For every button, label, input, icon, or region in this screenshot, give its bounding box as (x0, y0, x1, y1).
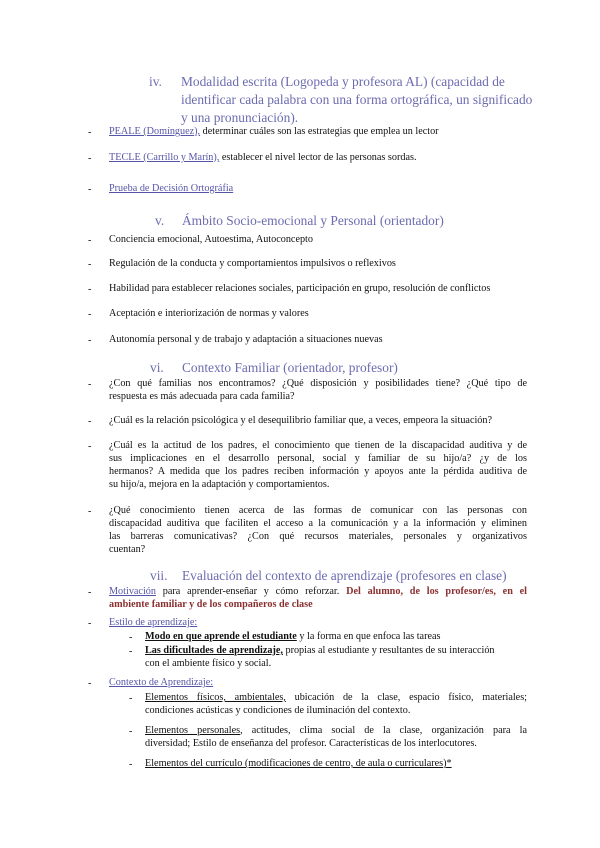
section-title: Ámbito Socio-emocional y Personal (orientador) (182, 213, 444, 228)
section-iv-heading (149, 73, 549, 125)
section-number: vii. (150, 568, 168, 583)
section-vii-heading (150, 567, 550, 585)
sub-list-item: Elementos físicos, ambientales, ubicación de la clase, espacio físico, materiales; condiciones acústicas y condiciones de iluminación del contexto. (145, 692, 527, 716)
sub-bullet: - (129, 726, 133, 737)
list-item: PEALE (Domínguez), determinar cuáles son las estrategias que emplea un lector (109, 126, 439, 137)
list-bullet: - (88, 184, 92, 195)
sub-list-item: Elementos personales, actitudes, clima social de la clase, organización para la diversidad; Estilo de enseñanza del profesor. Características de los interlocutores. (145, 725, 527, 749)
list-item: Conciencia emocional, Autoestima, Autoconcepto (109, 234, 313, 245)
list-bullet: - (88, 618, 92, 629)
list-bullet: - (88, 416, 92, 427)
test-link[interactable]: PEALE (Domínguez), (109, 126, 201, 137)
contexto-link[interactable]: Contexto de Aprendizaje: (109, 677, 214, 688)
list-item-motivacion: Motivación para aprender-enseñar y cómo reforzar. Del alumno, de los profesor/es, en el ambiente familiar y de los compañeros de clase (109, 586, 527, 610)
list-bullet: - (88, 284, 92, 295)
sub-bullet: - (129, 632, 133, 643)
list-bullet: - (88, 127, 92, 138)
section-v-heading (155, 212, 535, 230)
section-number: iv. (149, 74, 162, 89)
estilo-link[interactable]: Estilo de aprendizaje: (109, 617, 198, 628)
list-item: Habilidad para establecer relaciones sociales, participación en grupo, resolución de conflictos (109, 283, 491, 294)
list-item: TECLE (Carrillo y Marín), establecer el nivel lector de las personas sordas. (109, 152, 417, 163)
list-item (109, 182, 527, 195)
list-bullet: - (88, 335, 92, 346)
section-number: vi. (150, 360, 164, 375)
sub-bullet: - (129, 693, 133, 704)
list-item: Aceptación e interiorización de normas y valores (109, 308, 309, 319)
sub-list-item: Las dificultades de aprendizaje, propias al estudiante y resultantes de su interacción con el ambiente físico y social. (145, 645, 495, 669)
test-link[interactable]: TECLE (Carrillo y Marín), (109, 152, 220, 163)
section-vi-heading (150, 359, 530, 377)
list-item: Autonomía personal y de trabajo y adaptación a situaciones nuevas (109, 334, 383, 345)
sub-bullet: - (129, 646, 133, 657)
section-title: Evaluación del contexto de aprendizaje (profesores en clase) (182, 568, 507, 583)
list-bullet: - (88, 587, 92, 598)
list-bullet: - (88, 153, 92, 164)
list-bullet: - (88, 506, 92, 517)
sub-bullet: - (129, 759, 133, 770)
list-bullet: - (88, 259, 92, 270)
list-item-estilo (109, 616, 527, 629)
list-item: ¿Cuál es la relación psicológica y el desequilibrio familiar que, a veces, empeora la situación? (109, 415, 493, 426)
motivacion-link[interactable]: Motivación (109, 586, 156, 597)
section-title: Contexto Familiar (orientador, profesor) (182, 360, 398, 375)
sub-list-item: Elementos del currículo (modificaciones de centro, de aula o curriculares)* (145, 758, 452, 769)
section-number: v. (155, 213, 165, 228)
list-item: Regulación de la conducta y comportamientos impulsivos o reflexivos (109, 258, 396, 269)
section-title-line: Modalidad escrita (Logopeda y profesora AL) (capacidad de (181, 74, 505, 89)
sub-list-item: Modo en que aprende el estudiante y la forma en que enfoca las tareas (145, 631, 441, 642)
list-bullet: - (88, 309, 92, 320)
list-item: ¿Cuál es la actitud de los padres, el conocimiento que tienen de la discapacidad auditiva y de sus implicaciones en el desarrollo personal, social y familiar de su hijo/a? ¿y de los hermanos? A medida que los padres reciben información y apoyos ante la pérdida auditiva de su hijo/a, mejora en la adaptación y comportamientos. (109, 440, 527, 490)
list-bullet: - (88, 441, 92, 452)
list-bullet: - (88, 678, 92, 689)
section-title-line: identificar cada palabra con una forma ortográfica, un significado (181, 92, 533, 107)
section-title-line: y una pronunciación). (181, 110, 299, 125)
test-link[interactable]: Prueba de Decisión Ortográfia (109, 183, 234, 194)
list-bullet: - (88, 235, 92, 246)
list-item: ¿Con qué familias nos encontramos? ¿Qué disposición y posibilidades tiene? ¿Qué tipo de respuesta es más adecuada para cada familia? (109, 378, 527, 402)
list-item: ¿Qué conocimiento tienen acerca de las formas de comunicar con las personas con discapacidad auditiva que faciliten el acceso a la comunicación y a la información y eliminen las barreras comunicativas? ¿Con qué recursos materiales, personales y organizativos cuentan? (109, 505, 527, 555)
list-item-contexto (109, 676, 527, 689)
list-bullet: - (88, 379, 92, 390)
